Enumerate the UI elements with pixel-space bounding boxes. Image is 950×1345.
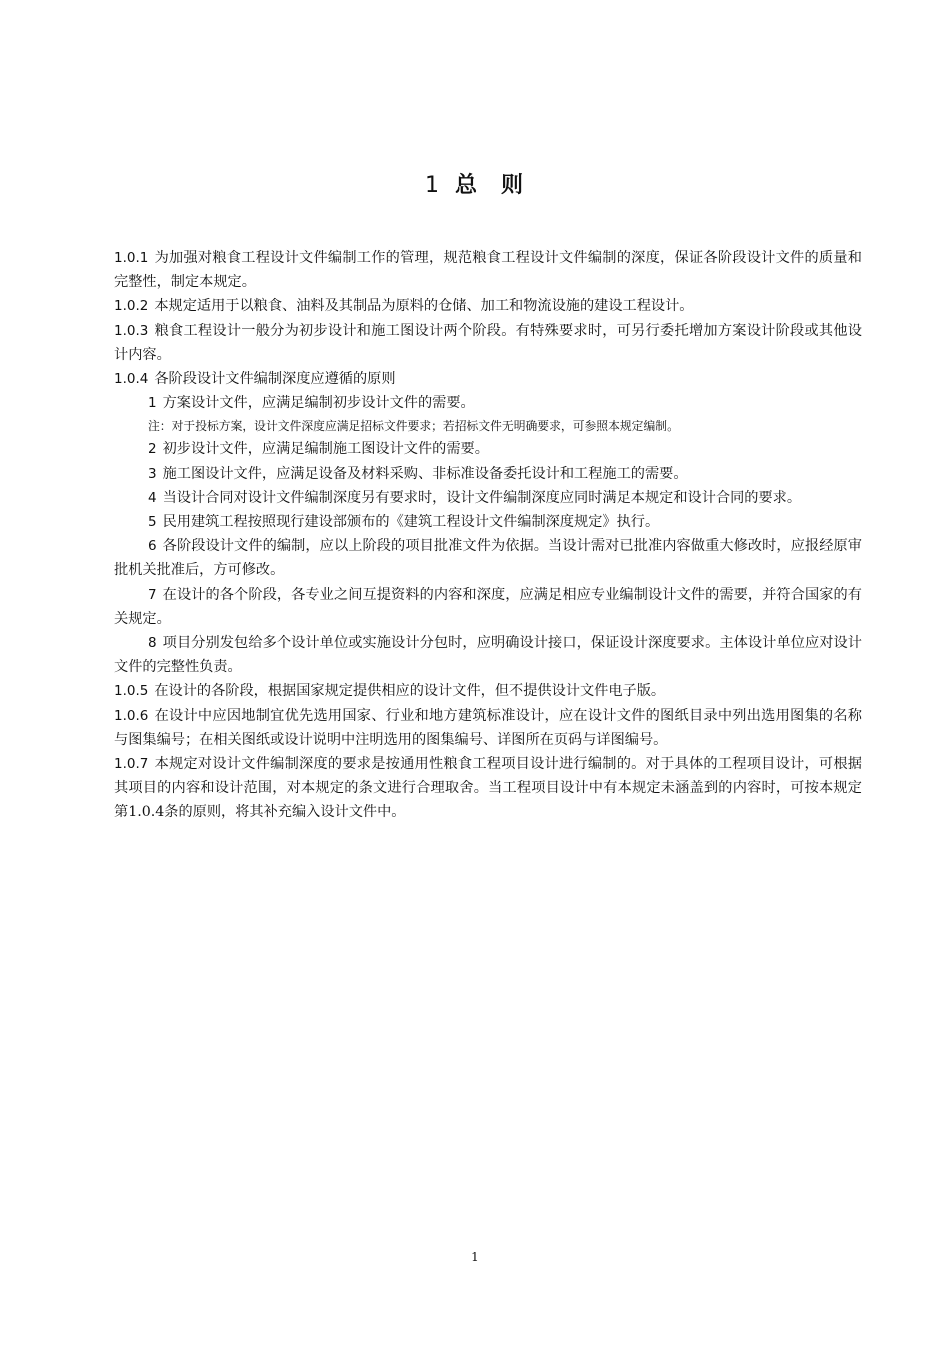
clause-1-0-7 <box>114 752 862 825</box>
item-number: 8 <box>148 635 157 652</box>
clause-text: 粮食工程设计一般分为初步设计和施工图设计两个阶段。有特殊要求时，可另行委托增加方案设计阶段或其他设计内容。 <box>114 322 862 363</box>
clause-item-7 <box>114 583 862 631</box>
item-text: 各阶段设计文件的编制，应以上阶段的项目批准文件为依据。当设计需对已批准内容做重大修改时，应报经原审批机关批准后，方可修改。 <box>114 538 862 579</box>
chapter-body <box>114 246 862 825</box>
item-number: 4 <box>148 489 157 506</box>
item-number: 1 <box>148 395 157 412</box>
clause-1-0-3 <box>114 319 862 367</box>
clause-item-4 <box>114 486 862 510</box>
clause-number: 1.0.5 <box>114 683 149 700</box>
clause-1-0-6 <box>114 704 862 752</box>
clause-1-0-2 <box>114 294 862 318</box>
chapter-title-part2: 则 <box>501 173 526 198</box>
item-text: 在设计的各个阶段，各专业之间互提资料的内容和深度，应满足相应专业编制设计文件的需要，并符合国家的有关规定。 <box>114 586 862 627</box>
item-number: 3 <box>148 465 157 482</box>
clause-text: 在设计中应因地制宜优先选用国家、行业和地方建筑标准设计，应在设计文件的图纸目录中列出选用图集的名称与图集编号；在相关图纸或设计说明中注明选用的图集编号、详图所在页码与详图编号。 <box>114 707 862 748</box>
item-text: 施工图设计文件，应满足设备及材料采购、非标准设备委托设计和工程施工的需要。 <box>162 465 688 482</box>
clause-number: 1.0.6 <box>114 707 149 724</box>
item-text: 当设计合同对设计文件编制深度另有要求时，设计文件编制深度应同时满足本规定和设计合同的要求。 <box>162 489 802 506</box>
clause-number: 1.0.1 <box>114 250 149 266</box>
item-number: 5 <box>148 514 157 531</box>
clause-number: 1.0.4 <box>114 371 149 388</box>
clause-number: 1.0.2 <box>114 298 149 315</box>
chapter-title-part1: 总 <box>454 173 479 198</box>
clause-item-1 <box>114 391 862 415</box>
item-number: 7 <box>148 586 157 603</box>
clause-number: 1.0.7 <box>114 756 149 773</box>
clause-text: 为加强对粮食工程设计文件编制工作的管理，规范粮食工程设计文件编制的深度，保证各阶段设计文件的质量和完整性，制定本规定。 <box>114 250 862 291</box>
item-number: 2 <box>148 441 157 458</box>
clause-note: 注：对于投标方案，设计文件深度应满足招标文件要求；若招标文件无明确要求，可参照本规定编制。 <box>148 419 679 434</box>
clause-item-6 <box>114 534 862 582</box>
clause-text: 本规定适用于以粮食、油料及其制品为原料的仓储、加工和物流设施的建设工程设计。 <box>154 298 694 315</box>
clause-1-0-1 <box>114 246 862 294</box>
clause-item-8 <box>114 631 862 679</box>
item-text: 民用建筑工程按照现行建设部颁布的《建筑工程设计文件编制深度规定》执行。 <box>162 514 660 531</box>
item-number: 6 <box>148 538 157 555</box>
item-text: 方案设计文件，应满足编制初步设计文件的需要。 <box>162 395 475 412</box>
clause-1-0-5 <box>114 679 862 703</box>
clause-item-2 <box>114 437 862 461</box>
clause-item-5 <box>114 510 862 534</box>
clause-item-3 <box>114 462 862 486</box>
clause-text: 各阶段设计文件编制深度应遵循的原则 <box>154 371 396 388</box>
item-text: 项目分别发包给多个设计单位或实施设计分包时，应明确设计接口，保证设计深度要求。主体设计单位应对设计文件的完整性负责。 <box>114 635 862 676</box>
clause-1-0-4 <box>114 367 862 391</box>
chapter-number: 1 <box>424 173 441 198</box>
clause-number: 1.0.3 <box>114 322 149 339</box>
clause-text: 在设计的各阶段，根据国家规定提供相应的设计文件，但不提供设计文件电子版。 <box>154 683 666 700</box>
clause-text: 本规定对设计文件编制深度的要求是按通用性粮食工程项目设计进行编制的。对于具体的工程项目设计，可根据其项目的内容和设计范围，对本规定的条文进行合理取舍。当工程项目设计中有本规定未涵盖到的内容时，可按本规定第1.0.4条的原则，将其补充编入设计文件中。 <box>114 756 862 821</box>
page-number: 1 <box>471 1250 479 1264</box>
item-text: 初步设计文件，应满足编制施工图设计文件的需要。 <box>162 441 489 458</box>
chapter-title <box>0 168 950 199</box>
